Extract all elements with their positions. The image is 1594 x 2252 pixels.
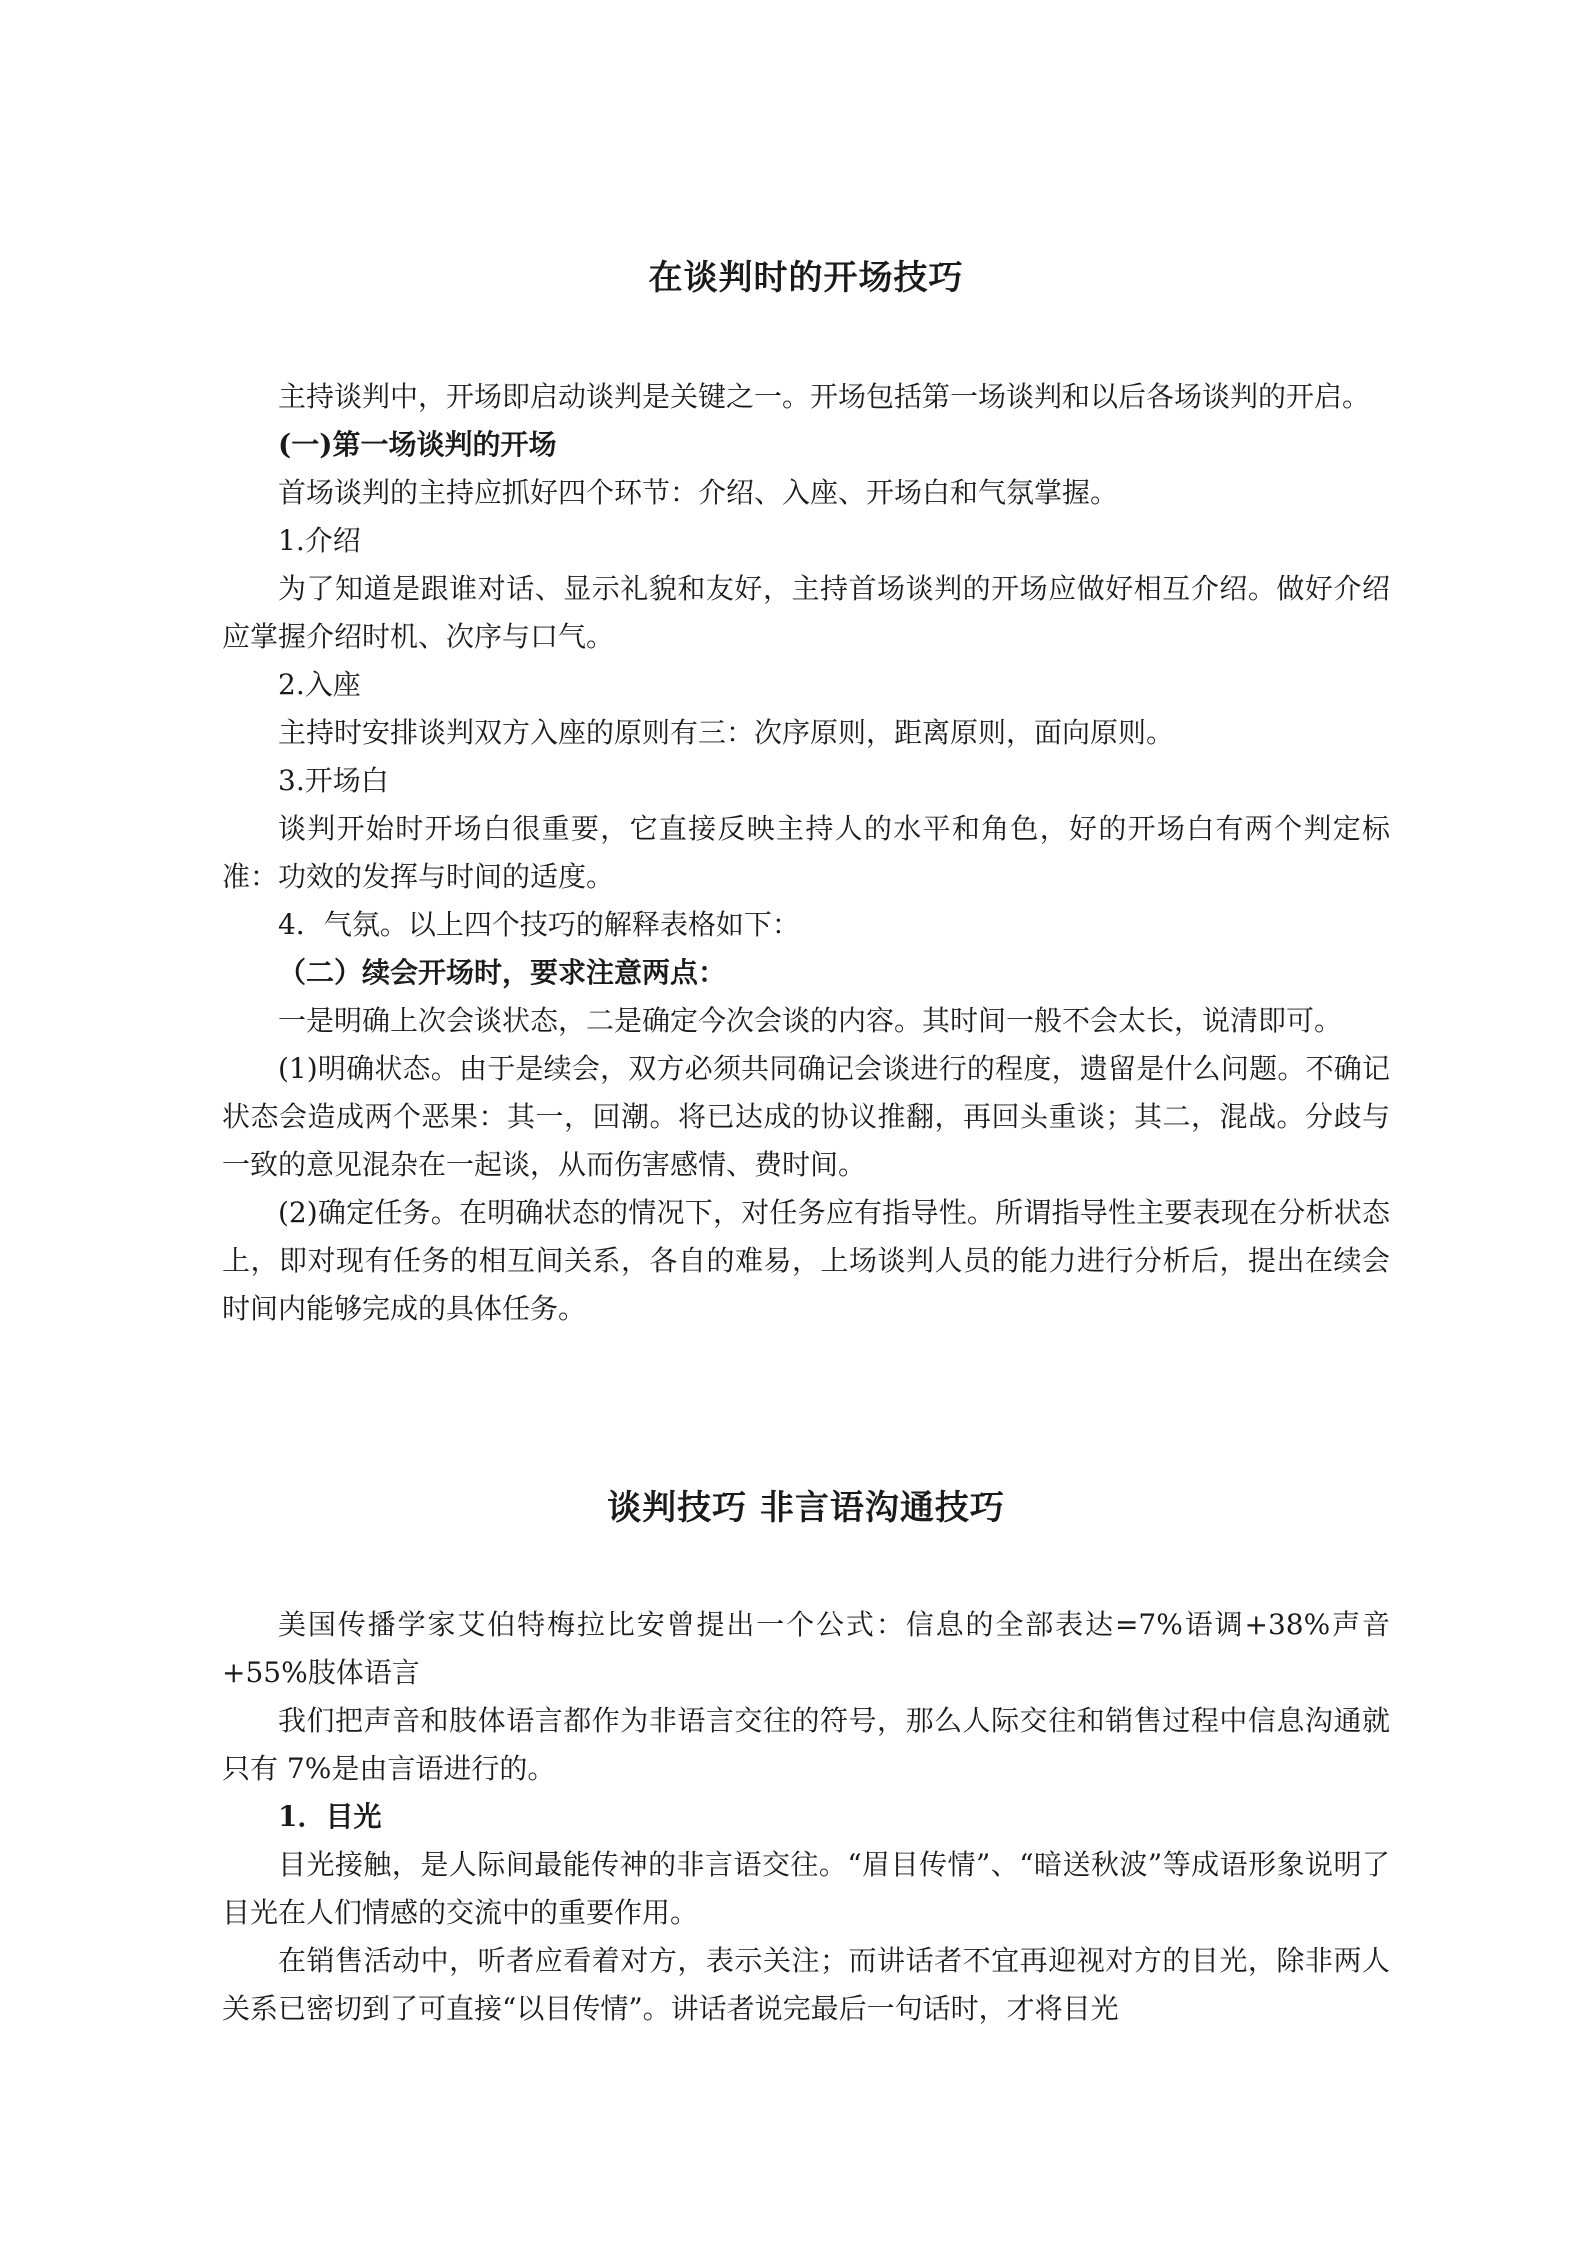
paragraph: 主持时安排谈判双方入座的原则有三：次序原则，距离原则，面向原则。 bbox=[278, 716, 1175, 749]
section-opening-skills bbox=[222, 250, 1390, 1333]
section-title: 谈判技巧 非言语沟通技巧 bbox=[607, 1488, 1005, 1528]
paragraph: 目光接触，是人际间最能传神的非言语交往。“眉目传情”、“暗送秋波”等成语形象说明了目光在人们情感的交流中的重要作用。 bbox=[222, 1848, 1390, 1929]
paragraph: 美国传播学家艾伯特梅拉比安曾提出一个公式：信息的全部表达=7%语调+38%声音+55%肢体语言 bbox=[222, 1608, 1390, 1689]
list-item-heading: 3.开场白 bbox=[278, 764, 389, 797]
list-item-heading: 1.介绍 bbox=[278, 524, 361, 557]
paragraph: 一是明确上次会谈状态，二是确定今次会谈的内容。其时间一般不会太长，说清即可。 bbox=[278, 1004, 1343, 1037]
paragraph: (2)确定任务。在明确状态的情况下，对任务应有指导性。所谓指导性主要表现在分析状态上，即对现有任务的相互间关系，各自的难易，上场谈判人员的能力进行分析后，提出在续会时间内能够完成的具体任务。 bbox=[222, 1196, 1390, 1325]
paragraph: 谈判开始时开场白很重要，它直接反映主持人的水平和角色，好的开场白有两个判定标准：功效的发挥与时间的适度。 bbox=[222, 812, 1390, 893]
subheading: 1．目光 bbox=[278, 1800, 382, 1833]
paragraph: 4．气氛。以上四个技巧的解释表格如下： bbox=[278, 908, 800, 941]
paragraph: 主持谈判中，开场即启动谈判是关键之一。开场包括第一场谈判和以后各场谈判的开启。 bbox=[278, 380, 1371, 413]
paragraph: 在销售活动中，听者应看着对方，表示关注；而讲话者不宜再迎视对方的目光，除非两人关系已密切到了可直接“以目传情”。讲话者说完最后一句话时，才将目光 bbox=[222, 1944, 1390, 2025]
subheading: (一)第一场谈判的开场 bbox=[278, 428, 557, 461]
paragraph: (1)明确状态。由于是续会，双方必须共同确记会谈进行的程度，遗留是什么问题。不确记状态会造成两个恶果：其一，回潮。将已达成的协议推翻，再回头重谈；其二，混战。分歧与一致的意见混杂在一起谈，从而伤害感情、费时间。 bbox=[222, 1052, 1390, 1181]
section-title: 在谈判时的开场技巧 bbox=[648, 258, 964, 298]
paragraph: 首场谈判的主持应抓好四个环节：介绍、入座、开场白和气氛掌握。 bbox=[278, 476, 1119, 509]
list-item-heading: 2.入座 bbox=[278, 668, 361, 701]
subheading: （二）续会开场时，要求注意两点： bbox=[278, 956, 727, 989]
paragraph: 我们把声音和肢体语言都作为非语言交往的符号，那么人际交往和销售过程中信息沟通就只有 7%是由言语进行的。 bbox=[222, 1704, 1390, 1785]
section-nonverbal-skills bbox=[222, 1480, 1390, 2033]
paragraph: 为了知道是跟谁对话、显示礼貌和友好，主持首场谈判的开场应做好相互介绍。做好介绍应掌握介绍时机、次序与口气。 bbox=[222, 572, 1390, 653]
